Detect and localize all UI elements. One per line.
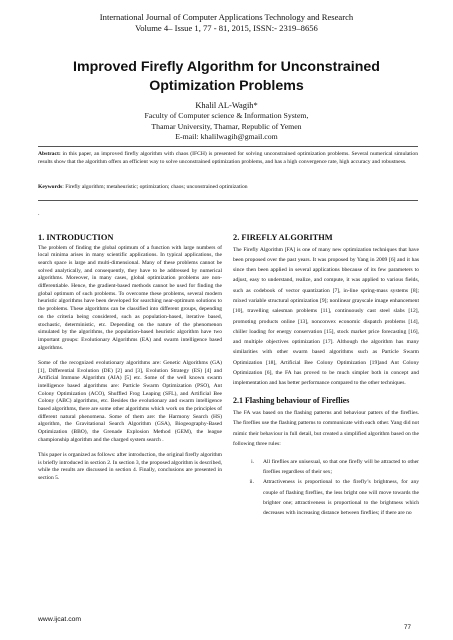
- intro-paragraph-2: Some of the recognized evolutionary algorithms are: Genetic Algorithms (GA) [1], Differential Evolution (DE) [2] and [3], Evolution Strategy (ES) [4] and Artificial Immune Algorithm (AIA) [5] etc. Some of the well known swarm intelligence based algorithms are: Particle Swarm Optimization (PSO), Ant Colony Optimization (ACO), Shuffled Frog Leaping (SFL), and Artificial Bee Colony (ABC) algorithms, etc. Besides the evolutionary and swarm intelligence based algorithms, there are some other algorithms which work on the principles of different natural phenomena. Some of them are: the Harmony Search (HS) algorithm, the Gravitational Search Algorithm (GSA), Biogeography-Based Optimization (BBO), the Grenade Explosion Method (GEM), the league championship algorithm and the charged system search .: [38, 359, 222, 443]
- section-heading-firefly: 2. FIREFLY ALGORITHM: [233, 233, 333, 242]
- section-heading-introduction: 1. INTRODUCTION: [38, 233, 114, 242]
- list-item: [233, 477, 419, 518]
- list-item-number: i.: [251, 458, 254, 465]
- list-item-text: Attractiveness is proportional to the firefly’s brightness, for any couple of flashing fireflies, the less bright one will move towards the brighter one; attractiveness is proportional to the brightness which decreases with increasing distance between fireflies; if there are no: [263, 479, 419, 517]
- page-number: 77: [404, 624, 411, 631]
- left-column: [38, 233, 222, 490]
- firefly-paragraph-1: The Firefly Algorithm [FA] is one of many new optimization techniques that have been proposed over the past years. It was proposed by Yang in 2009 [6] and it has since then been applied in several applications bbecause of its few parameters to adjust, easy to understand, realize, and compute, it was applied to various fields, such as codebook of vector quantization [7], in-line spring-mass systems [8]; mixed variable structural optimization [9]; nonlinear grayscale image enhancement [10], travelling salesman problems [11], continuously cast steel slabs [12], promoting products online [13], nonconvex economic dispatch problems [14], chiller loading for energy conservation [15], stock market price forecasting [16], and multiple objectives optimization [17]. Although the algorithm has many similarities with other swarm based algorithms such as Particle Swarm Optimization [18], Artificial Bee Colony Optimization [19]and Ant Colony Optimization [6], the FA has proved to be much simpler both in concept and implementation and has better performance compared to the other techniques.: [233, 246, 419, 387]
- keywords-label: Keywords: [38, 184, 63, 190]
- journal-header: [0, 12, 453, 34]
- right-column: [233, 233, 419, 519]
- abstract: [38, 150, 418, 166]
- journal-name: International Journal of Computer Applications Technology and Research: [99, 12, 354, 22]
- author-block: [0, 101, 453, 143]
- footer-url: www.ijcat.com: [38, 616, 82, 623]
- abstract-top-rule: [38, 146, 418, 147]
- journal-volume: Volume 4– Issue 1, 77 - 81, 2015, ISSN:- 2319–8656: [135, 23, 318, 33]
- paper-title: Improved Firefly Algorithm for Unconstrained Optimization Problems: [73, 59, 380, 94]
- intro-paragraph-1: The problem of finding the global optimum of a function with large numbers of local minima arises in many scientific applications. In typical applications, the search space is large and multi-dimensional. Many of these problems cannot be solved analytically, and consequently, they have to be addressed by numerical algorithms. Moreover, in many cases, global optimization problems are non-differentiable. Hence, the gradient-based methods cannot be used for finding the global optimum of such problems. To overcome these problems, several modern heuristic algorithms have been developed for searching near-optimum solutions to the problems. These algorithms can be classified into different groups, depending on the criteria being considered, such as population-based, iterative based, stochastic, deterministic, etc. Depending on the nature of the phenomenon simulated by the algorithms, the population-based heuristic algorithm have two important groups: Evolutionary Algorithms (EA) and swarm intelligence based algorithms.: [38, 244, 222, 351]
- rules-list: [233, 457, 419, 519]
- subsection-heading-flashing: 2.1 Flashing behaviour of Fireflies: [233, 396, 350, 406]
- author-name: Khalil AL-Wagih*: [195, 101, 258, 110]
- separator-dot: .: [38, 211, 40, 217]
- flashing-paragraph: The FA was based on the flashing patterns and behaviour patters of the fireflies. The fireflies use the flashing patterns to communicate with each other. Yang did not mimic their behaviour in full detail, but created a simplified algorithm based on the following three rules:: [233, 410, 419, 448]
- abstract-label: Abstract:: [38, 151, 61, 157]
- keywords-bottom-rule: [38, 200, 418, 201]
- list-item-text: All fireflies are unisexual, so that one firefly will be attracted to other fireflies regardless of their sex;: [263, 458, 419, 476]
- list-item-number: ii.: [249, 479, 254, 486]
- keywords-text: : Firefly algorithm; metaheuristic; optimization; chaos; unconstrained optimization: [62, 184, 248, 190]
- abstract-text: in this paper, an improved firefly algorithm with chaos (IFCH) is presented for solving unconstrained optimization problems. Several numerical simulation results show that the algorithm offers an efficient way to solve unconstrained optimization problems, and has a high convergence rate, high accuracy and robustness.: [38, 151, 418, 165]
- keywords: [38, 183, 418, 191]
- author-affiliation-faculty: Faculty of Computer science & Information System,: [144, 111, 309, 121]
- author-email: E-mail: khalilwagih@gmail.com: [175, 132, 278, 142]
- intro-paragraph-3: This paper is organized as follows: after introduction, the original firefly algorithm is briefly introduced in section 2. In section 3, the proposed algorithm is described, while the results are discussed in section 4. Finally, conclusions are presented in section 5.: [38, 452, 222, 482]
- author-affiliation-university: Thamar University, Thamar, Republic of Yemen: [151, 121, 302, 131]
- list-item: [233, 457, 419, 478]
